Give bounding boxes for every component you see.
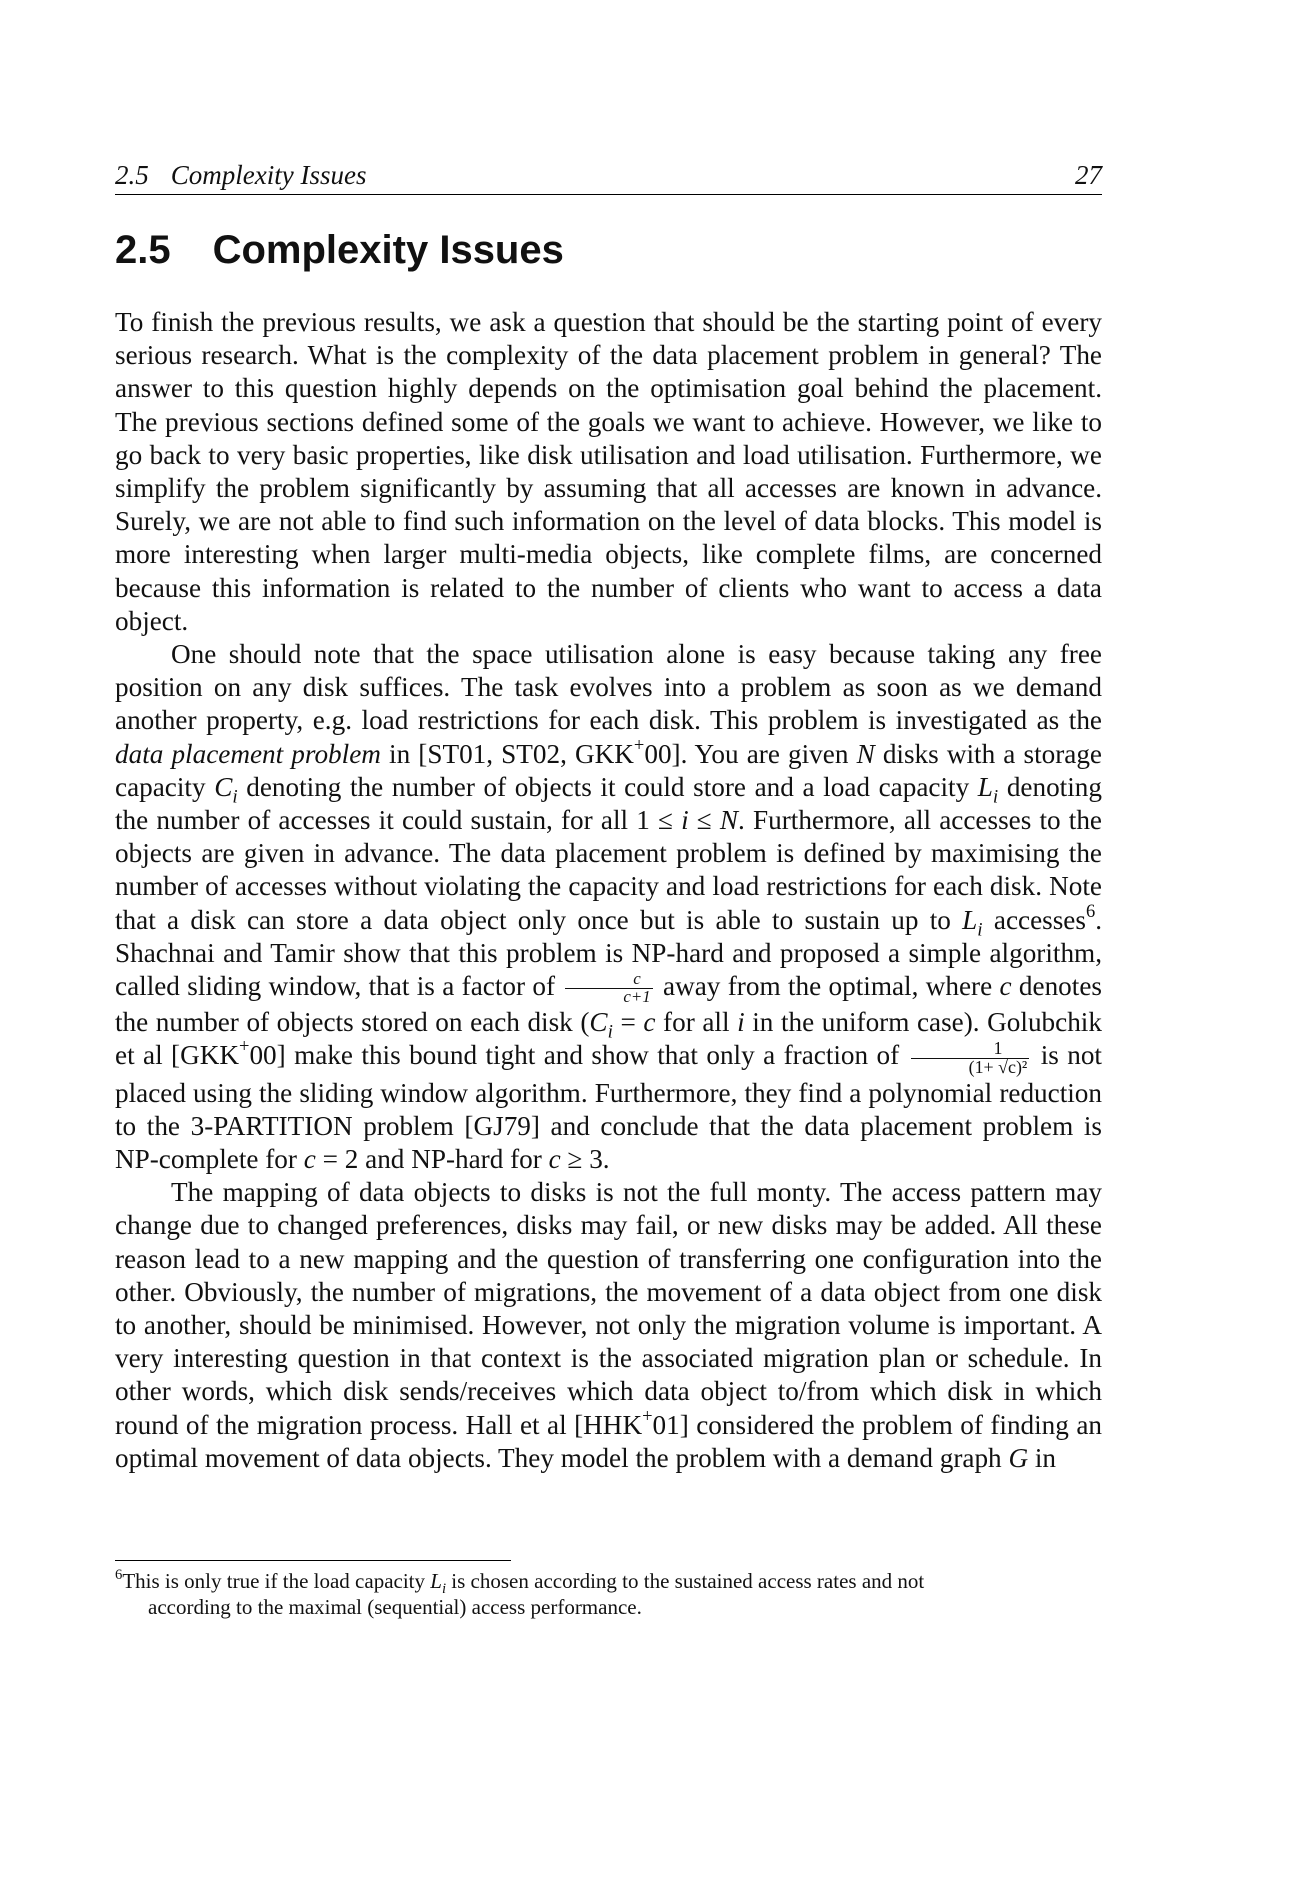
- text: = 2 and NP-hard for: [315, 1143, 549, 1174]
- section-heading: [115, 228, 564, 273]
- math-subscript: i: [992, 786, 999, 808]
- superscript: +: [633, 734, 645, 755]
- text: One should note that the space utilisation alone is easy because taking any free position on any disk suffices. The task evolves into a problem as soon as we demand another property, e.g. load restrictions for each disk. This problem is investigated as the: [115, 639, 1102, 736]
- math-var: c: [999, 971, 1012, 1002]
- text: 01] considered the problem of finding an optimal movement of data objects. They model the problem with a demand graph: [115, 1409, 1103, 1473]
- paragraph-2: [115, 638, 1102, 1176]
- footnote: [115, 1568, 1102, 1620]
- fraction-one-over-sqrt: [911, 1037, 1030, 1077]
- fraction-numerator: 1: [911, 1040, 1030, 1059]
- text: =: [612, 1007, 644, 1038]
- running-head-title: Complexity Issues: [170, 160, 367, 190]
- footnote-line-2: according to the maximal (sequential) access performance.: [148, 1595, 642, 1619]
- text: in [ST01, ST02, GKK: [380, 738, 634, 769]
- term-data-placement: data placement problem: [115, 738, 381, 769]
- math-var: L: [977, 771, 993, 802]
- text: denoting the number of objects it could store and a load capacity: [237, 771, 978, 802]
- running-head: [115, 158, 1102, 195]
- math-subscript: i: [977, 919, 983, 941]
- text: This is only true if the load capacity: [122, 1569, 431, 1593]
- footnote-rule: [115, 1560, 511, 1561]
- superscript: +: [642, 1405, 653, 1426]
- fraction-denominator: (1+ √c)²: [968, 1056, 1028, 1077]
- text: for all: [655, 1007, 738, 1038]
- math-var: C: [589, 1007, 608, 1038]
- text: ≤: [688, 805, 720, 836]
- math-var: c: [303, 1143, 316, 1174]
- text: accesses: [982, 904, 1086, 935]
- math-var: N: [719, 805, 739, 836]
- math-var: c: [548, 1143, 561, 1174]
- section-number: 2.5: [115, 228, 171, 272]
- text: The mapping of data objects to disks is not the full monty. The access pattern may change due to changed preferences, disks may fail, or new disks may be added. All these reason lead to a new mapping and the question of transferring one configuration into the other. Obviously, the number of migrations, the movement of a data object from one disk to another, should be minimised. However, not only the migration volume is important. A very interesting question in that context is the associated migration plan or schedule. In other words, which disk sends/receives which data object to/from which disk in which round of the migration process. Hall et al [HHK: [115, 1177, 1102, 1440]
- text: denotes the number of objects stored on each disk (: [115, 971, 1102, 1038]
- running-head-number: 2.5: [115, 160, 149, 190]
- fraction-denominator: c+1: [623, 987, 651, 1007]
- math-var: i: [737, 1007, 745, 1038]
- text: in the uniform case). Golubchik et al [GKK: [115, 1007, 1102, 1071]
- section-title: Complexity Issues: [212, 228, 564, 272]
- footnote-mark: 6: [115, 1566, 123, 1583]
- text: denoting the number of accesses it could sustain, for all 1 ≤: [115, 771, 1102, 836]
- text: is not placed using the sliding window algorithm. Furthermore, they find a polynomial reduction to the 3-PARTITION problem [GJ79] and conclude that the data placement problem is NP-complete for: [115, 1040, 1102, 1174]
- page-number: 27: [1075, 160, 1102, 190]
- text: away from the optimal, where: [655, 971, 1000, 1002]
- math-var: C: [214, 771, 233, 802]
- math-var: N: [856, 738, 875, 769]
- math-subscript: i: [441, 1581, 447, 1598]
- text: ≥ 3.: [560, 1143, 610, 1174]
- superscript: +: [239, 1036, 250, 1057]
- text: disks with a storage capacity: [115, 738, 1102, 802]
- footnote-ref: 6: [1085, 900, 1096, 921]
- text: . Shachnai and Tamir show that this problem is NP-hard and proposed a simple algorithm, called sliding window, that is a factor of: [115, 904, 1103, 1002]
- paragraph-1: To finish the previous results, we ask a question that should be the starting point of every serious research. What is the complexity of the data placement problem in general? The answer to this question highly depends on the optimisation goal behind the placement. The previous sections defined some of the goals we want to achieve. However, we like to go back to very basic properties, like disk utilisation and load utilisation. Furthermore, we simplify the problem significantly by assuming that all accesses are known in advance. Surely, we are not able to find such information on the level of data blocks. This model is more interesting when larger multi-media objects, like complete films, are concerned because this information is related to the number of clients who want to access a data object.: [115, 307, 1102, 636]
- text: is chosen according to the sustained access rates and not: [446, 1569, 925, 1593]
- text: 00]. You are given: [644, 738, 857, 769]
- math-var: i: [681, 805, 689, 836]
- text: . Furthermore, all accesses to the objects are given in advance. The data placement problem is defined by maximising the number of accesses without violating the capacity and load restrictions for each disk. Note that a disk can store a data object only once but is able to sustain up to: [115, 805, 1102, 935]
- math-var: L: [962, 904, 978, 935]
- math-var: L: [430, 1569, 442, 1593]
- running-head-section: [115, 160, 366, 191]
- text: 00] make this bound tight and show that only a fraction of: [249, 1040, 908, 1071]
- fraction-c-over-c-plus-1: [565, 971, 652, 1006]
- math-var: G: [1008, 1442, 1029, 1473]
- body-text: [115, 306, 1102, 1475]
- math-subscript: i: [232, 786, 238, 808]
- math-var: c: [643, 1007, 656, 1038]
- footnote-line-1: [115, 1566, 1102, 1598]
- math-subscript: i: [607, 1021, 613, 1043]
- paragraph-3: [115, 1176, 1102, 1475]
- text: in: [1028, 1442, 1057, 1473]
- fraction-numerator: c: [565, 971, 652, 989]
